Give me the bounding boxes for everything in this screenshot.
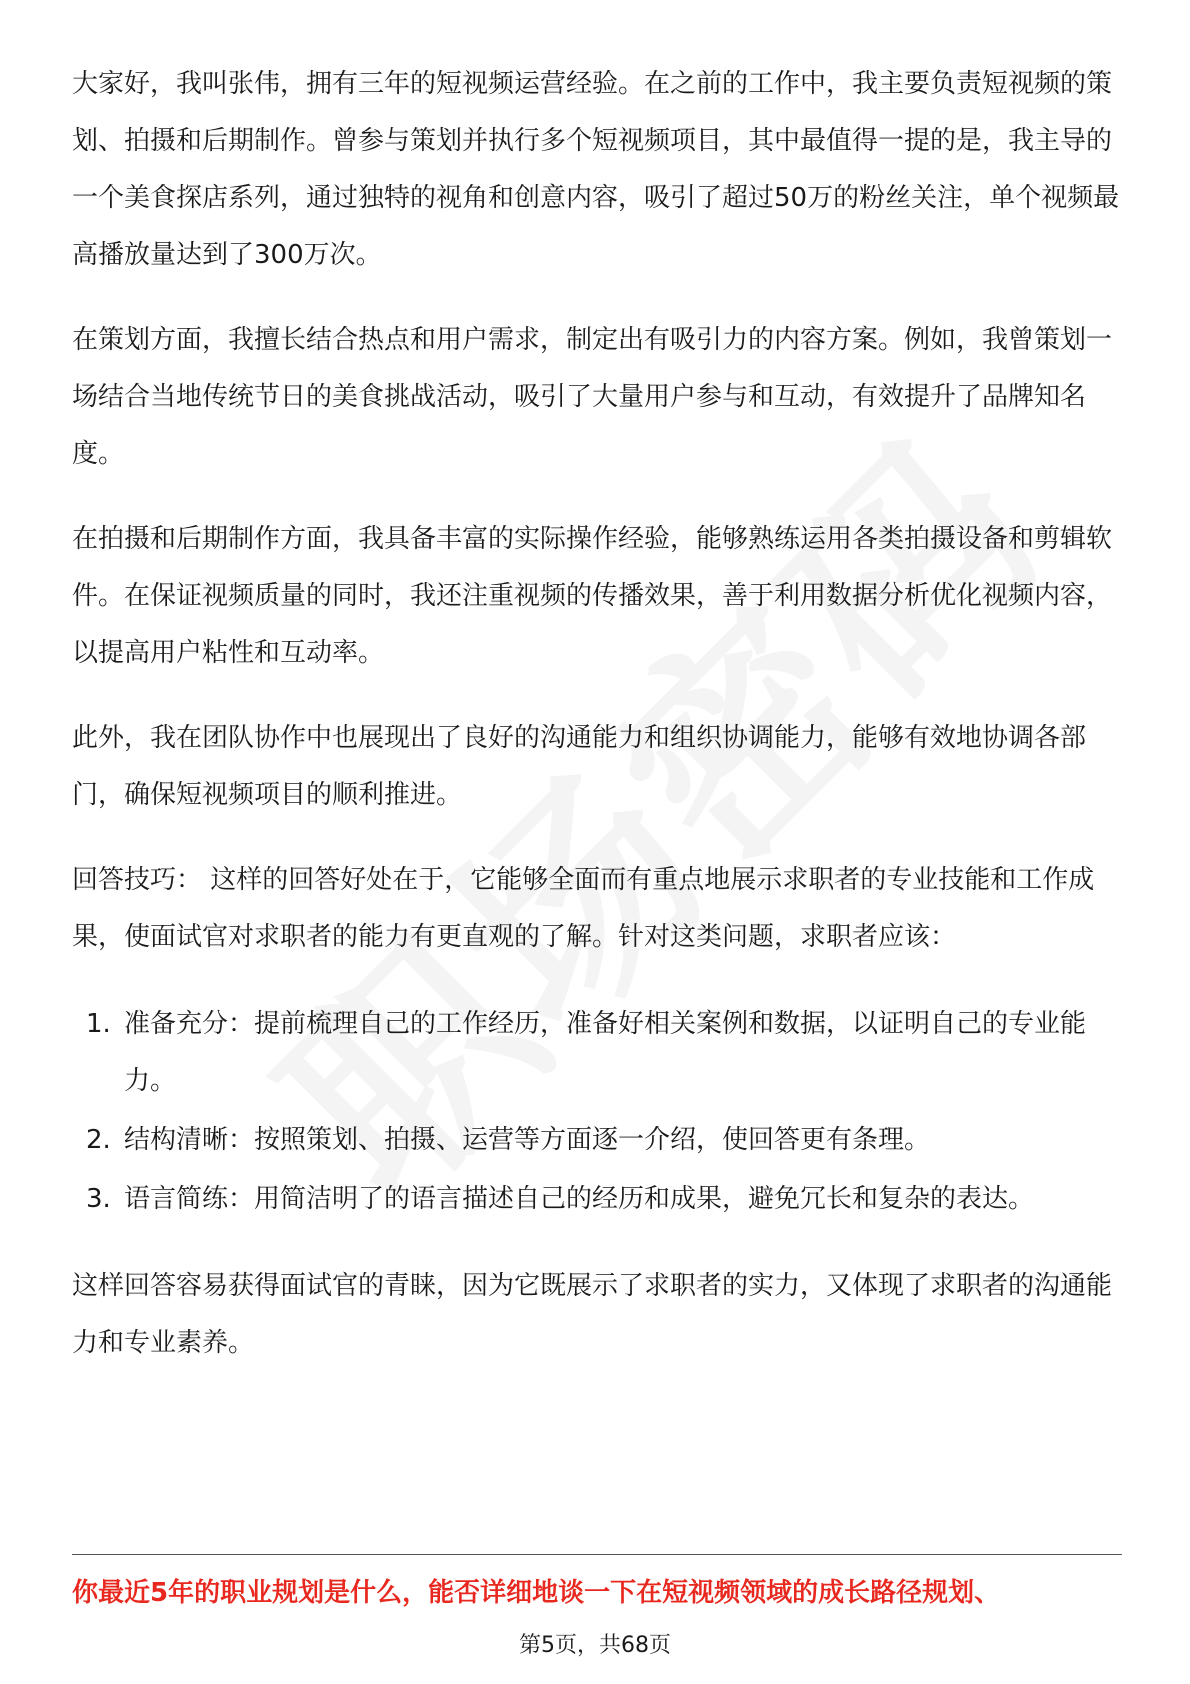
list-item bbox=[72, 996, 1122, 1110]
tips-list bbox=[72, 996, 1122, 1228]
page-content bbox=[72, 56, 1122, 1400]
list-item-number: 3. bbox=[86, 1184, 111, 1214]
paragraph-planning: 在策划方面，我擅长结合热点和用户需求，制定出有吸引力的内容方案。例如，我曾策划一场结合当地传统节日的美食挑战活动，吸引了大量用户参与和互动，有效提升了品牌知名度。 bbox=[72, 325, 1113, 469]
list-item-number: 1. bbox=[86, 1009, 111, 1039]
list-item-number: 2. bbox=[86, 1125, 111, 1155]
page-footer: 第5页，共68页 bbox=[519, 1633, 671, 1658]
next-question-heading: 你最近5年的职业规划是什么，能否详细地谈一下在短视频领域的成长路径规划、 bbox=[72, 1578, 1001, 1608]
paragraph-intro: 大家好，我叫张伟，拥有三年的短视频运营经验。在之前的工作中，我主要负责短视频的策划、拍摄和后期制作。曾参与策划并执行多个短视频项目，其中最值得一提的是，我主导的一个美食探店系列，通过独特的视角和创意内容，吸引了超过50万的粉丝关注，单个视频最高播放量达到了300万次。 bbox=[72, 69, 1120, 270]
paragraph-teamwork: 此外，我在团队协作中也展现出了良好的沟通能力和组织协调能力，能够有效地协调各部门，确保短视频项目的顺利推进。 bbox=[72, 723, 1087, 810]
list-item-text: 结构清晰：按照策划、拍摄、运营等方面逐一介绍，使回答更有条理。 bbox=[124, 1125, 931, 1155]
list-item bbox=[72, 1171, 1122, 1228]
paragraph-production: 在拍摄和后期制作方面，我具备丰富的实际操作经验，能够熟练运用各类拍摄设备和剪辑软件。在保证视频质量的同时，我还注重视频的传播效果，善于利用数据分析优化视频内容，以提高用户粘性和互动率。 bbox=[72, 524, 1113, 668]
paragraph-answer-tips: 回答技巧： 这样的回答好处在于，它能够全面而有重点地展示求职者的专业技能和工作成果，使面试官对求职者的能力有更直观的了解。针对这类问题，求职者应该： bbox=[72, 865, 1095, 952]
list-item bbox=[72, 1112, 1122, 1169]
list-item-text: 准备充分：提前梳理自己的工作经历，准备好相关案例和数据，以证明自己的专业能力。 bbox=[124, 1009, 1087, 1096]
list-item-text: 语言简练：用简洁明了的语言描述自己的经历和成果，避免冗长和复杂的表达。 bbox=[124, 1184, 1035, 1214]
paragraph-closing: 这样回答容易获得面试官的青睐，因为它既展示了求职者的实力，又体现了求职者的沟通能力和专业素养。 bbox=[72, 1271, 1113, 1358]
section-divider bbox=[72, 1554, 1122, 1555]
